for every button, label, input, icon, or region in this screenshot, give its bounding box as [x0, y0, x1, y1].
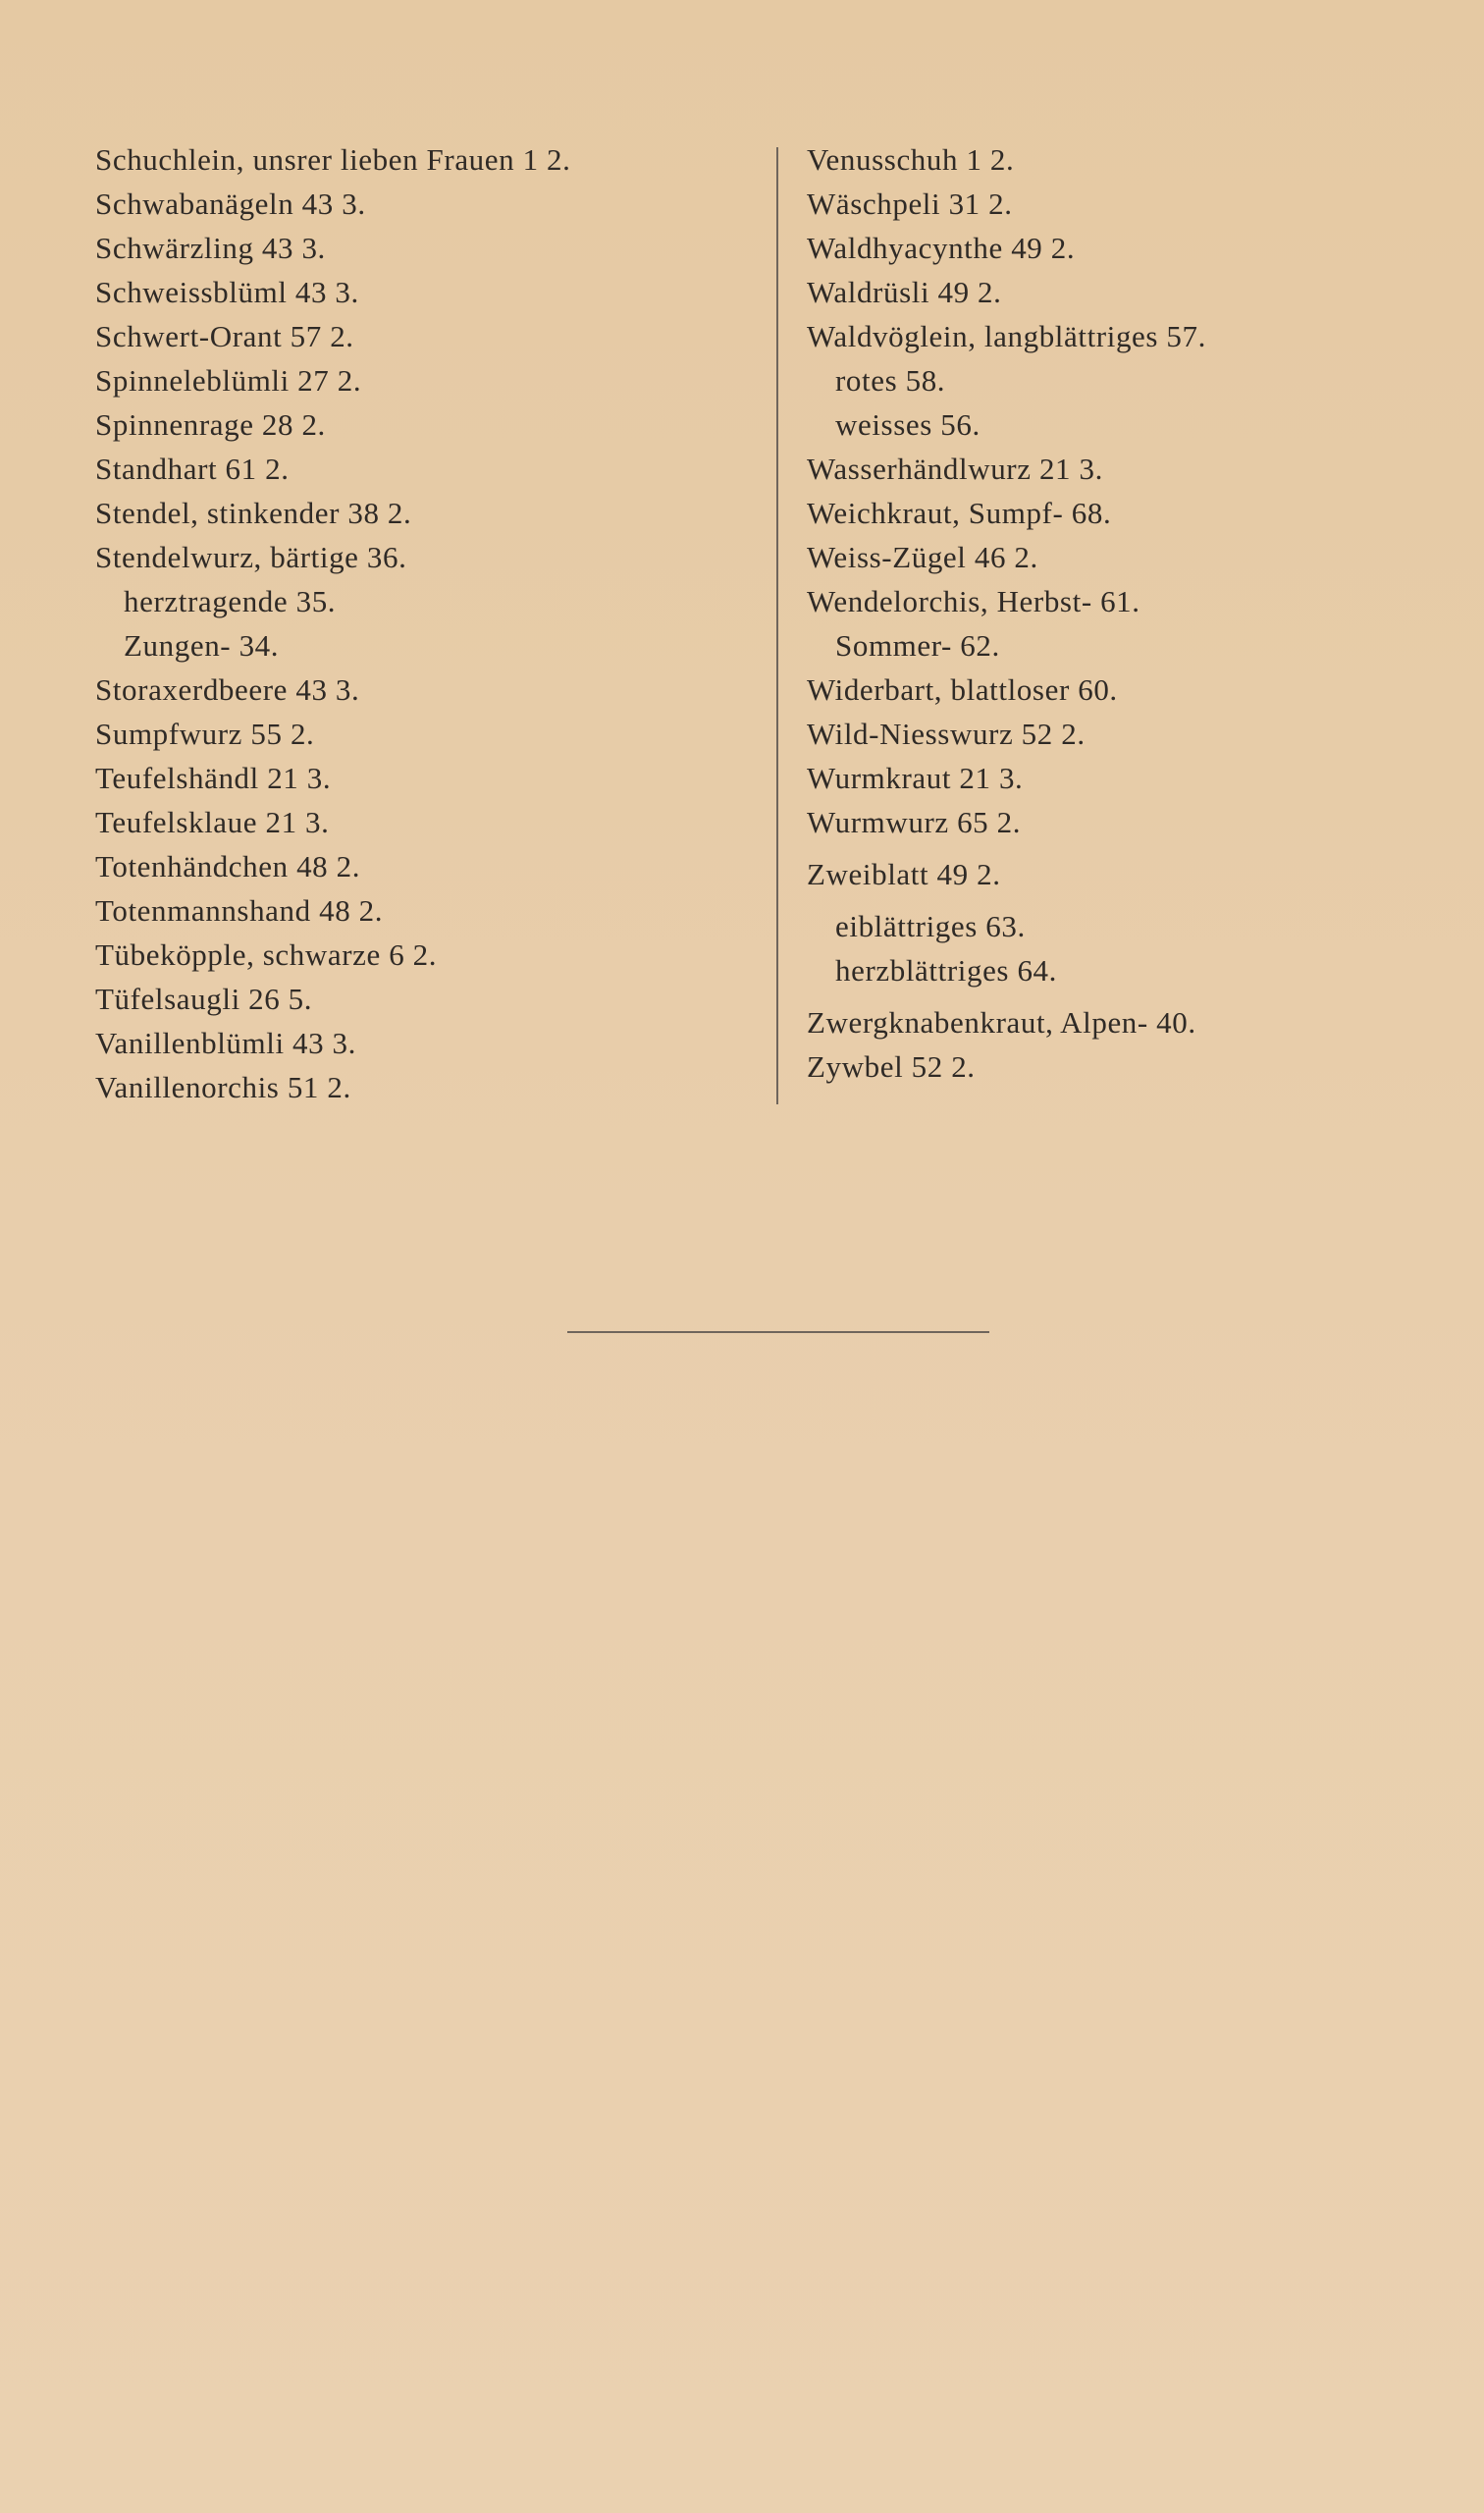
index-entry: Totenhändchen 48 2.: [95, 849, 361, 883]
index-entry: Waldvöglein, langblättriges 57.: [807, 319, 1206, 353]
index-entry: Wurmkraut 21 3.: [807, 761, 1024, 795]
index-entry: Schwert-Orant 57 2.: [95, 319, 354, 353]
index-entry: Schwärzling 43 3.: [95, 231, 326, 265]
index-entry: Stendelwurz, bärtige 36.: [95, 540, 407, 574]
index-entry: Vanillenorchis 51 2.: [95, 1070, 351, 1104]
end-rule: [567, 1331, 989, 1333]
index-entry: Zywbel 52 2.: [807, 1049, 976, 1084]
index-entry: Teufelshändl 21 3.: [95, 761, 332, 795]
index-entry: Spinneleblümli 27 2.: [95, 363, 362, 398]
index-subentry: rotes 58.: [835, 363, 946, 398]
index-entry: Zweiblatt 49 2.: [807, 857, 1001, 891]
index-entry: Schuchlein, unsrer lieben Frauen 1 2.: [95, 142, 571, 177]
index-subentry: herztragende 35.: [124, 584, 337, 618]
index-column-left: [95, 137, 763, 1109]
index-subentry: herzblättriges 64.: [835, 953, 1057, 988]
column-divider: [776, 147, 778, 1104]
index-entry: Vanillenblümli 43 3.: [95, 1026, 357, 1060]
index-entry: Totenmannshand 48 2.: [95, 893, 384, 928]
index-column-right: [807, 137, 1474, 1089]
index-entry: Wasserhändlwurz 21 3.: [807, 452, 1103, 486]
index-entry: Waldhyacynthe 49 2.: [807, 231, 1076, 265]
index-entry: Weichkraut, Sumpf- 68.: [807, 496, 1112, 530]
index-entry: Tübeköpple, schwarze 6 2.: [95, 937, 438, 972]
index-entry: Venusschuh 1 2.: [807, 142, 1015, 177]
index-entry: Wurmwurz 65 2.: [807, 805, 1022, 839]
index-subentry: Zungen- 34.: [124, 628, 280, 663]
index-entry: Tüfelsaugli 26 5.: [95, 982, 313, 1016]
index-entry: Sumpfwurz 55 2.: [95, 717, 315, 751]
index-entry: Waldrüsli 49 2.: [807, 275, 1002, 309]
index-entry: Stendel, stinkender 38 2.: [95, 496, 412, 530]
index-entry: Schweissblüml 43 3.: [95, 275, 359, 309]
index-entry: Zwergknabenkraut, Alpen- 40.: [807, 1005, 1196, 1040]
index-entry: Storaxerdbeere 43 3.: [95, 672, 360, 707]
index-subentry: Sommer- 62.: [835, 628, 1000, 663]
index-entry: Weiss-Zügel 46 2.: [807, 540, 1038, 574]
index-entry: Schwabanägeln 43 3.: [95, 187, 366, 221]
index-entry: Wendelorchis, Herbst- 61.: [807, 584, 1140, 618]
index-entry: Teufelsklaue 21 3.: [95, 805, 330, 839]
index-subentry: eiblättriges 63.: [835, 909, 1026, 943]
index-entry: Wäschpeli 31 2.: [807, 187, 1013, 221]
index-entry: Standhart 61 2.: [95, 452, 290, 486]
index-entry: Spinnenrage 28 2.: [95, 407, 326, 442]
index-entry: Widerbart, blattloser 60.: [807, 672, 1118, 707]
index-subentry: weisses 56.: [835, 407, 980, 442]
index-entry: Wild-Niesswurz 52 2.: [807, 717, 1086, 751]
